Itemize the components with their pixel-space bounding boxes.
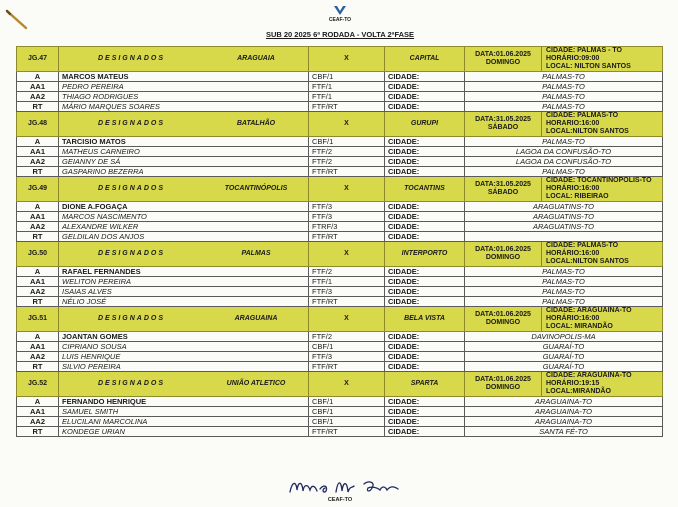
venue-info-line: CIDADE: PALMAS - TO (546, 47, 622, 54)
venue-info-line: CIDADE: ARAGUAINA-TO (546, 307, 632, 314)
match-weekday: SÁBADO (487, 189, 519, 196)
match-date-value: DATA:01.06.2025 (475, 51, 531, 58)
away-team: SPARTA (385, 372, 465, 397)
official-row (17, 137, 663, 147)
match-id: JG.51 (17, 307, 59, 332)
match-header-row (17, 177, 663, 202)
official-city: PALMAS-TO (465, 297, 663, 307)
designados-cell (59, 307, 309, 332)
official-registration: FTF/1 (309, 92, 385, 102)
official-city: PALMAS-TO (465, 137, 663, 147)
official-registration: CBF/1 (309, 417, 385, 427)
federation-logo-icon (331, 5, 349, 17)
official-row (17, 342, 663, 352)
official-name: THIAGO RODRIGUES (59, 92, 309, 102)
match-id: JG.52 (17, 372, 59, 397)
official-city: ARAGUATINS-TO (465, 212, 663, 222)
match-weekday: SÁBADO (487, 124, 519, 131)
designados-label: DESIGNADOS (97, 315, 166, 322)
versus-label: X (309, 242, 385, 267)
home-team: UNIÃO ATLETICO (226, 380, 286, 387)
official-registration: FTF/2 (309, 157, 385, 167)
designados-cell (59, 112, 309, 137)
venue-info-line: HORARIO:16:00 (546, 120, 600, 127)
official-role: RT (17, 232, 59, 242)
official-city: GUARAÍ-TO (465, 362, 663, 372)
versus-label: X (309, 177, 385, 202)
assignments-table (16, 46, 663, 437)
official-registration: FTF/2 (309, 147, 385, 157)
venue-info-line: LOCAL:MIRANDÃO (546, 388, 611, 395)
official-row (17, 157, 663, 167)
city-label: CIDADE: (385, 147, 465, 157)
org-label: CEAF-TO (328, 17, 352, 23)
official-city: DAVINOPOLIS-MA (465, 332, 663, 342)
official-row (17, 72, 663, 82)
official-registration: CBF/1 (309, 397, 385, 407)
pen-icon (4, 8, 30, 32)
official-role: AA1 (17, 147, 59, 157)
city-label: CIDADE: (385, 212, 465, 222)
official-name: ISAIAS ALVES (59, 287, 309, 297)
official-city: SANTA FÉ-TO (465, 427, 663, 437)
official-name: ELUCILANI MARCOLINA (59, 417, 309, 427)
city-label: CIDADE: (385, 332, 465, 342)
match-id: JG.48 (17, 112, 59, 137)
away-team: BELA VISTA (385, 307, 465, 332)
match-venue-info (542, 372, 663, 397)
city-label: CIDADE: (385, 102, 465, 112)
match-venue-info (542, 177, 663, 202)
official-role: A (17, 202, 59, 212)
official-name: TARCISIO MATOS (59, 137, 309, 147)
match-header-row (17, 307, 663, 332)
official-row (17, 397, 663, 407)
official-role: RT (17, 102, 59, 112)
match-date (465, 177, 542, 202)
home-team: BATALHÃO (236, 120, 276, 127)
designados-label: DESIGNADOS (97, 250, 166, 257)
match-date (465, 242, 542, 267)
versus-label: X (309, 47, 385, 72)
footer-org-label: CEAF-TO (327, 497, 353, 503)
venue-info-line: LOCAL: NILTON SANTOS (546, 63, 631, 70)
official-role: RT (17, 167, 59, 177)
official-city: ARAGUAINA-TO (465, 417, 663, 427)
official-name: KONDEGE URIAN (59, 427, 309, 437)
official-name: GELDILAN DOS ANJOS (59, 232, 309, 242)
official-row (17, 232, 663, 242)
designados-cell (59, 242, 309, 267)
official-row (17, 167, 663, 177)
official-registration: FTF/RT (309, 362, 385, 372)
city-label: CIDADE: (385, 342, 465, 352)
match-weekday: DOMINGO (485, 254, 521, 261)
venue-info-line: CIDADE: TOCANTINOPOLIS-TO (546, 177, 652, 184)
venue-info-line: HORÁRIO:16:00 (546, 315, 600, 322)
match-id: JG.49 (17, 177, 59, 202)
official-row (17, 147, 663, 157)
match-venue-info (542, 307, 663, 332)
city-label: CIDADE: (385, 72, 465, 82)
official-row (17, 92, 663, 102)
official-row (17, 427, 663, 437)
city-label: CIDADE: (385, 222, 465, 232)
official-row (17, 202, 663, 212)
official-row (17, 212, 663, 222)
official-role: A (17, 137, 59, 147)
official-city: ARAGUAINA-TO (465, 397, 663, 407)
official-role: AA2 (17, 287, 59, 297)
official-city: ARAGUATINS-TO (465, 222, 663, 232)
official-registration: FTF/RT (309, 427, 385, 437)
match-venue-info (542, 47, 663, 72)
home-team: TOCANTINÓPOLIS (224, 185, 288, 192)
official-city: GUARAÍ-TO (465, 342, 663, 352)
official-registration: CBF/1 (309, 137, 385, 147)
match-date-value: DATA:31.05.2025 (475, 116, 531, 123)
official-role: RT (17, 297, 59, 307)
venue-info-line: HORÁRIO:16:00 (546, 185, 600, 192)
official-role: A (17, 267, 59, 277)
city-label: CIDADE: (385, 352, 465, 362)
official-row (17, 332, 663, 342)
official-registration: FTF/RT (309, 232, 385, 242)
match-id: JG.50 (17, 242, 59, 267)
match-weekday: DOMINGO (485, 59, 521, 66)
city-label: CIDADE: (385, 137, 465, 147)
official-city: PALMAS-TO (465, 287, 663, 297)
official-name: MATHEUS CARNEIRO (59, 147, 309, 157)
match-date (465, 372, 542, 397)
city-label: CIDADE: (385, 202, 465, 212)
official-role: AA2 (17, 417, 59, 427)
match-header-row (17, 112, 663, 137)
official-name: SILVIO PEREIRA (59, 362, 309, 372)
match-weekday: DOMINGO (485, 384, 521, 391)
official-name: MARCOS MATEUS (59, 72, 309, 82)
official-registration: FTF/3 (309, 212, 385, 222)
city-label: CIDADE: (385, 297, 465, 307)
official-role: AA2 (17, 352, 59, 362)
venue-info-line: CIDADE: PALMAS-TO (546, 112, 619, 119)
official-role: AA2 (17, 92, 59, 102)
official-role: A (17, 397, 59, 407)
versus-label: X (309, 372, 385, 397)
official-registration: CBF/1 (309, 342, 385, 352)
match-weekday: DOMINGO (485, 319, 521, 326)
official-name: GEIANNY DE SÁ (59, 157, 309, 167)
venue-info-line: CIDADE: PALMAS-TO (546, 242, 619, 249)
official-registration: CBF/1 (309, 407, 385, 417)
official-role: AA2 (17, 222, 59, 232)
designados-label: DESIGNADOS (97, 380, 166, 387)
city-label: CIDADE: (385, 277, 465, 287)
official-registration: FTRF/3 (309, 222, 385, 232)
official-row (17, 417, 663, 427)
designados-cell (59, 372, 309, 397)
city-label: CIDADE: (385, 427, 465, 437)
official-role: A (17, 332, 59, 342)
match-date-value: DATA:01.06.2025 (475, 311, 531, 318)
match-venue-info (542, 242, 663, 267)
away-team: CAPITAL (385, 47, 465, 72)
page-title: SUB 20 2025 6ª RODADA - VOLTA 2ªFASE (265, 30, 415, 39)
official-city: PALMAS-TO (465, 92, 663, 102)
official-row (17, 407, 663, 417)
match-date-value: DATA:31.05.2025 (475, 181, 531, 188)
venue-info-line: HORÁRIO:19:15 (546, 380, 600, 387)
match-venue-info (542, 112, 663, 137)
official-registration: FTF/RT (309, 297, 385, 307)
official-name: LUIS HENRIQUE (59, 352, 309, 362)
official-registration: FTF/3 (309, 352, 385, 362)
official-name: PEDRO PEREIRA (59, 82, 309, 92)
city-label: CIDADE: (385, 397, 465, 407)
official-city: PALMAS-TO (465, 102, 663, 112)
official-registration: CBF/1 (309, 72, 385, 82)
official-registration: FTF/2 (309, 267, 385, 277)
official-name: DIONE A.FOGAÇA (59, 202, 309, 212)
official-row (17, 222, 663, 232)
official-registration: FTF/1 (309, 82, 385, 92)
official-role: RT (17, 427, 59, 437)
official-role: AA1 (17, 342, 59, 352)
official-city: PALMAS-TO (465, 82, 663, 92)
official-city: PALMAS-TO (465, 167, 663, 177)
venue-info-line: LOCAL:NILTON SANTOS (546, 128, 629, 135)
official-role: RT (17, 362, 59, 372)
official-registration: FTF/1 (309, 277, 385, 287)
home-team: ARAGUAINA (234, 315, 278, 322)
official-name: JOANTAN GOMES (59, 332, 309, 342)
official-name: WELITON PEREIRA (59, 277, 309, 287)
match-date (465, 47, 542, 72)
venue-info-line: HORÁRIO:09:00 (546, 55, 600, 62)
official-name: GASPARINO BEZERRA (59, 167, 309, 177)
venue-info-line: LOCAL:NILTON SANTOS (546, 258, 629, 265)
city-label: CIDADE: (385, 92, 465, 102)
official-row (17, 352, 663, 362)
official-name: SAMUEL SMITH (59, 407, 309, 417)
official-role: AA1 (17, 82, 59, 92)
designados-label: DESIGNADOS (97, 55, 166, 62)
official-name: CIPRIANO SOUSA (59, 342, 309, 352)
official-city (465, 232, 663, 242)
official-row (17, 277, 663, 287)
official-row (17, 102, 663, 112)
match-date-value: DATA:01.06.2025 (475, 246, 531, 253)
official-city: LAGOA DA CONFUSÃO-TO (465, 147, 663, 157)
city-label: CIDADE: (385, 82, 465, 92)
official-row (17, 287, 663, 297)
official-city: ARAGUAINA-TO (465, 407, 663, 417)
official-registration: FTF/2 (309, 332, 385, 342)
city-label: CIDADE: (385, 232, 465, 242)
venue-info-line: LOCAL: RIBEIRAO (546, 193, 609, 200)
away-team: INTERPORTO (385, 242, 465, 267)
designados-label: DESIGNADOS (97, 185, 166, 192)
official-role: A (17, 72, 59, 82)
designados-cell (59, 47, 309, 72)
official-name: RAFAEL FERNANDES (59, 267, 309, 277)
home-team: ARAGUAIA (237, 55, 275, 62)
official-city: PALMAS-TO (465, 72, 663, 82)
official-name: ALEXANDRE WILKER (59, 222, 309, 232)
versus-label: X (309, 307, 385, 332)
schedule-sheet (16, 46, 662, 437)
designados-cell (59, 177, 309, 202)
official-role: AA1 (17, 212, 59, 222)
venue-info-line: CIDADE: ARAGUAINA-TO (546, 372, 632, 379)
city-label: CIDADE: (385, 157, 465, 167)
official-role: AA1 (17, 407, 59, 417)
venue-info-line: HORÁRIO:16:00 (546, 250, 600, 257)
official-name: MARCOS NASCIMENTO (59, 212, 309, 222)
official-city: LAGOA DA CONFUSÃO-TO (465, 157, 663, 167)
away-team: TOCANTINS (385, 177, 465, 202)
official-row (17, 297, 663, 307)
city-label: CIDADE: (385, 417, 465, 427)
official-registration: FTF/3 (309, 202, 385, 212)
match-header-row (17, 372, 663, 397)
official-registration: FTF/RT (309, 102, 385, 112)
official-row (17, 362, 663, 372)
away-team: GURUPI (385, 112, 465, 137)
city-label: CIDADE: (385, 407, 465, 417)
official-name: FERNANDO HENRIQUE (59, 397, 309, 407)
city-label: CIDADE: (385, 167, 465, 177)
official-role: AA1 (17, 277, 59, 287)
official-name: MÁRIO MARQUES SOARES (59, 102, 309, 112)
venue-info-line: LOCAL: MIRANDÃO (546, 323, 613, 330)
city-label: CIDADE: (385, 287, 465, 297)
official-row (17, 82, 663, 92)
match-date (465, 307, 542, 332)
official-city: ARAGUATINS-TO (465, 202, 663, 212)
official-registration: FTF/RT (309, 167, 385, 177)
official-role: AA2 (17, 157, 59, 167)
official-city: GUARAÍ-TO (465, 352, 663, 362)
match-id: JG.47 (17, 47, 59, 72)
designados-label: DESIGNADOS (97, 120, 166, 127)
official-city: PALMAS-TO (465, 267, 663, 277)
match-date (465, 112, 542, 137)
city-label: CIDADE: (385, 362, 465, 372)
official-row (17, 267, 663, 277)
official-name: NÉLIO JOSÉ (59, 297, 309, 307)
match-header-row (17, 242, 663, 267)
city-label: CIDADE: (385, 267, 465, 277)
match-header-row (17, 47, 663, 72)
versus-label: X (309, 112, 385, 137)
official-registration: FTF/3 (309, 287, 385, 297)
match-date-value: DATA:01.06.2025 (475, 376, 531, 383)
home-team: PALMAS (241, 250, 271, 257)
official-city: PALMAS-TO (465, 277, 663, 287)
